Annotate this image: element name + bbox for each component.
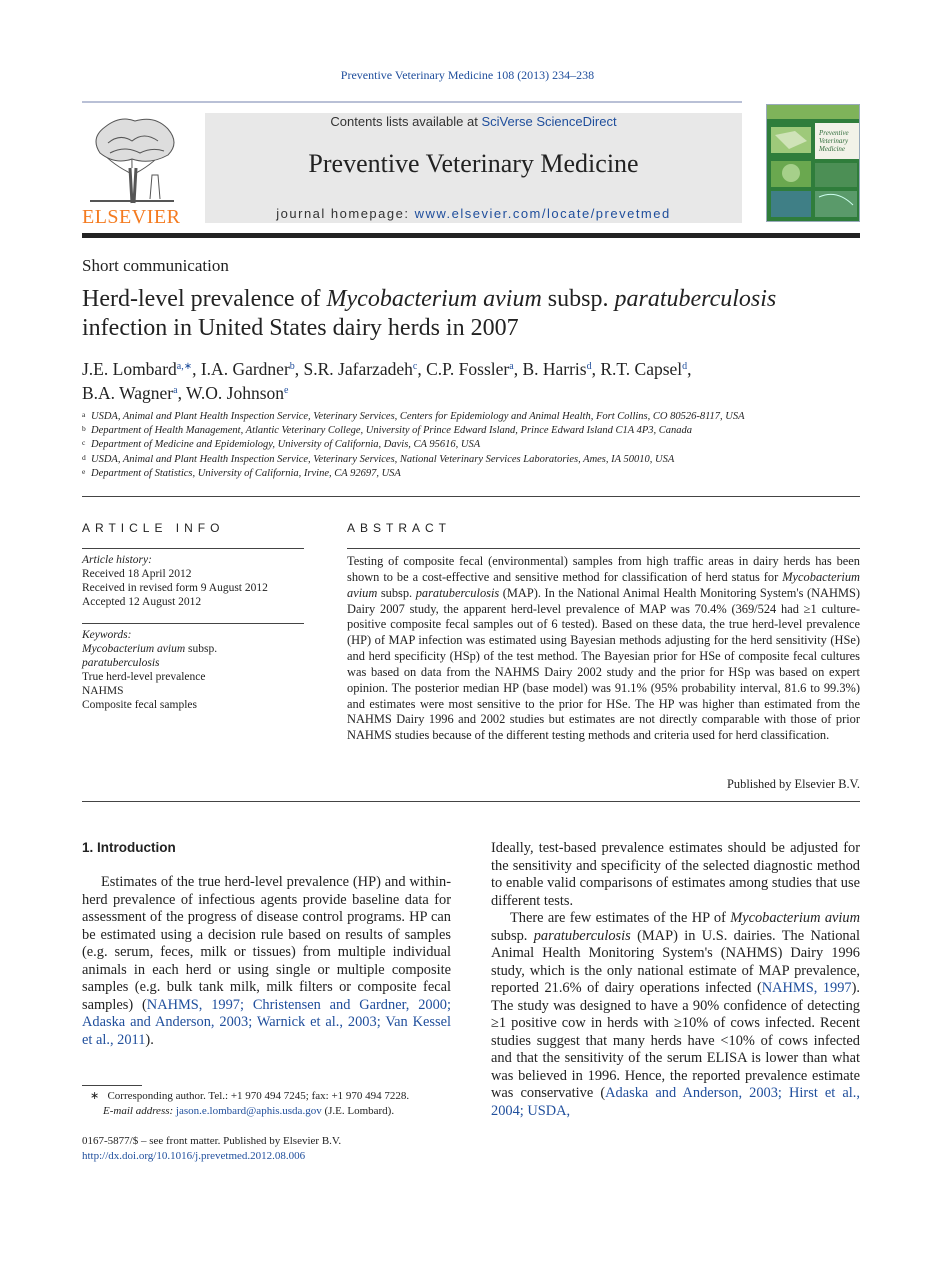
article-info-rule bbox=[82, 548, 304, 549]
abstract-body: Testing of composite fecal (environmental) samples from high traffic areas in dairy herds has been shown to be a cost-effective and sensitive method for classification of herd status for Mycobacterium avium subsp. paratuberculosis (MAP). In the National Animal Health Monitoring System's (NAHMS) Dairy 2007 study, the apparent herd-level prevalence of MAP was 70.4% (369/524 had ≥1 culture-positive composite fecal samples out of 6 tested). Based on these data, the true herd-level prevalence (HP) of MAP infection was estimated using Bayesian methods adjusting for the herd sensitivity (HSe) and herd specificity (HSp) of the test method. The Bayesian prior for HSe of composite fecal cultures was based on data from the NAHMS Dairy 2002 study and the prior for HSp was based on expert opinion. The posterior median HP (base model) was 91.1% (95% probability interval, 81.6 to 99.3%) and estimates were most sensitive to the prior for HSe. The HP was higher than estimated from the NAHMS Dairy 1996 and 2002 studies but estimates are not directly comparable with those of prior NAHMS studies because of the different testing methods and criteria used for herd classification. bbox=[347, 554, 860, 743]
keywords-rule bbox=[82, 623, 304, 624]
article-type: Short communication bbox=[82, 256, 229, 275]
footnote-rule bbox=[82, 1085, 142, 1086]
citation-link[interactable]: NAHMS, 1997; Christensen and Gardner, 2000; Adaska and Anderson, 2003; Warnick et al., 2003; Van Kessel et al., 2011 bbox=[82, 996, 452, 1048]
homepage-link[interactable]: www.elsevier.com/locate/prevetmed bbox=[414, 206, 671, 221]
citation-link[interactable]: NAHMS, 1997 bbox=[761, 980, 852, 996]
contents-prefix: Contents lists available at bbox=[330, 114, 482, 129]
email-link[interactable]: jason.e.lombard@aphis.usda.gov bbox=[175, 1105, 322, 1117]
keyword: Composite fecal samples bbox=[82, 699, 197, 711]
affiliations bbox=[82, 410, 860, 481]
section-rule bbox=[82, 496, 860, 497]
corresponding-author-footnote: ∗ Corresponding author. Tel.: +1 970 494 7245; fax: +1 970 494 7228. E-mail address: jason.e.lombard@aphis.usda.gov (J.E. Lombard). bbox=[90, 1090, 410, 1117]
affiliation: d USDA, Animal and Plant Health Inspection Service, Veterinary Services, National Veterinary Services Laboratories, Ames, IA 50010, USA bbox=[82, 452, 675, 465]
introduction-heading: 1. Introduction bbox=[82, 840, 176, 855]
front-matter bbox=[82, 1134, 482, 1164]
citation-link[interactable]: Adaska and Anderson, 2003; Hirst et al., 2004; USDA, bbox=[491, 1085, 861, 1119]
title-italic-subspecies: paratuberculosis bbox=[614, 286, 777, 312]
paragraph: Ideally, test-based prevalence estimates should be adjusted for the sensitivity and specificity of the selected diagnostic method to enable valid comparisons of estimates among studies that use different tests. bbox=[491, 840, 860, 909]
sciencedirect-link[interactable]: SciVerse ScienceDirect bbox=[481, 114, 617, 129]
section-rule bbox=[82, 801, 860, 802]
keywords bbox=[82, 628, 304, 712]
title-text: subsp. bbox=[541, 286, 615, 312]
published-by: Published by Elsevier B.V. bbox=[727, 777, 860, 791]
received-date: Received 18 April 2012 bbox=[82, 568, 192, 580]
article-history bbox=[82, 553, 304, 609]
doi-link[interactable]: http://dx.doi.org/10.1016/j.prevetmed.2012.08.006 bbox=[82, 1150, 306, 1162]
keywords-label: Keywords: bbox=[82, 629, 132, 641]
affiliation: b Department of Health Management, Atlantic Veterinary College, University of Prince Edward Island, Prince Edward Island C1A 4P3, Canada bbox=[82, 424, 693, 437]
author[interactable]: I.A. Gardner$^b$ bbox=[200, 359, 295, 379]
header-top-rule bbox=[82, 101, 742, 103]
journal-reference[interactable]: Preventive Veterinary Medicine 108 (2013) 234–238 bbox=[340, 68, 595, 82]
affiliation: a USDA, Animal and Plant Health Inspection Service, Veterinary Services, Centers for Epidemiology and Animal Health, Fort Collins, CO 80526-8117, USA bbox=[82, 410, 745, 422]
affiliation: e Department of Statistics, University of California, Irvine, CA 92697, USA bbox=[82, 466, 401, 479]
keyword: True herd-level prevalence bbox=[82, 671, 206, 683]
article-title bbox=[82, 285, 860, 343]
journal-homepage-line bbox=[205, 206, 742, 221]
body-column-left: Estimates of the true herd-level prevalence (HP) and within-herd prevalence of infectious agents provide baseline data for assessment of the progress of disease control programs. HP can be estimated using a decision rule based on results of samples (e.g. serum, feces, milk or tissues) from multiple individual animals in each herd or using single or multiple composite samples (e.g. bulk tank milk, milk filters or composite fecal samples) (NAHMS, 1997; Christensen and Gardner, 2000; Adaska and Anderson, 2003; Warnick et al., 2003; Van Kessel et al., 2011). bbox=[82, 874, 452, 1048]
cover-title: Preventive Veterinary Medicine bbox=[819, 129, 849, 153]
paragraph: There are few estimates of the HP of Mycobacterium avium subsp. paratuberculosis (MAP) in U.S. dairies. The National Animal Health Monitoring System's (NAHMS) Dairy 1996 study, which is the only national estimate of MAP prevalence, reported 21.6% of dairy operations infected (NAHMS, 1997). The study was designed to have a 90% confidence of detecting ≥1 positive cow in herds with ≥10% of cows infected. Recent studies suggest that many herds have <10% of cows infected and that the sensitivity of the serum ELISA is lower than what was believed in 1996. Hence, the reported prevalence estimate was conservative (Adaska and Anderson, 2003; Hirst et al., 2004; USDA, bbox=[491, 910, 861, 1119]
author-list: J.E. Lombard$^{a,∗}$, I.A. Gardner$^b$, S.R. Jafarzadeh$^c$, C.P. Fossler$^a$, B. Harris$^d$, R.T. Capsel$^d$, B.A. Wagner$^a$, W.O. Johnson$^e$ bbox=[82, 359, 692, 403]
journal-cover-thumbnail[interactable] bbox=[766, 104, 860, 222]
article-info-heading: ARTICLE INFO bbox=[82, 521, 225, 535]
author[interactable]: B. Harris$^d$ bbox=[522, 359, 592, 379]
title-text: infection in United States dairy herds in 2007 bbox=[82, 315, 519, 341]
abstract-rule bbox=[347, 548, 860, 549]
history-label: Article history: bbox=[82, 554, 152, 566]
author[interactable]: W.O. Johnson$^e$ bbox=[186, 383, 289, 403]
author[interactable]: C.P. Fossler$^a$ bbox=[426, 359, 514, 379]
author[interactable]: B.A. Wagner$^a$ bbox=[82, 383, 178, 403]
issn-line: 0167-5877/$ – see front matter. Published by Elsevier B.V. bbox=[82, 1135, 342, 1147]
author[interactable]: J.E. Lombard$^{a,∗}$ bbox=[82, 359, 193, 379]
affiliation: c Department of Medicine and Epidemiology, University of California, Davis, CA 95616, USA bbox=[82, 438, 481, 451]
keyword: NAHMS bbox=[82, 685, 124, 697]
body-column-right bbox=[491, 840, 860, 1120]
title-italic-organism: Mycobacterium avium bbox=[326, 286, 542, 312]
title-text: Herd-level prevalence of bbox=[82, 286, 327, 312]
keyword: Mycobacterium avium subsp. bbox=[82, 643, 218, 655]
revised-date: Received in revised form 9 August 2012 bbox=[82, 582, 268, 594]
homepage-prefix: journal homepage: bbox=[276, 206, 415, 221]
publisher-logo-text: ELSEVIER bbox=[82, 206, 181, 228]
journal-title: Preventive Veterinary Medicine bbox=[308, 149, 639, 178]
abstract-heading: ABSTRACT bbox=[347, 521, 452, 535]
author[interactable]: S.R. Jafarzadeh$^c$ bbox=[303, 359, 418, 379]
header-thick-rule bbox=[82, 233, 860, 238]
contents-available-line bbox=[205, 114, 742, 129]
keyword: paratuberculosis bbox=[82, 657, 160, 669]
accepted-date: Accepted 12 August 2012 bbox=[82, 596, 202, 608]
author[interactable]: R.T. Capsel$^d$ bbox=[600, 359, 688, 379]
